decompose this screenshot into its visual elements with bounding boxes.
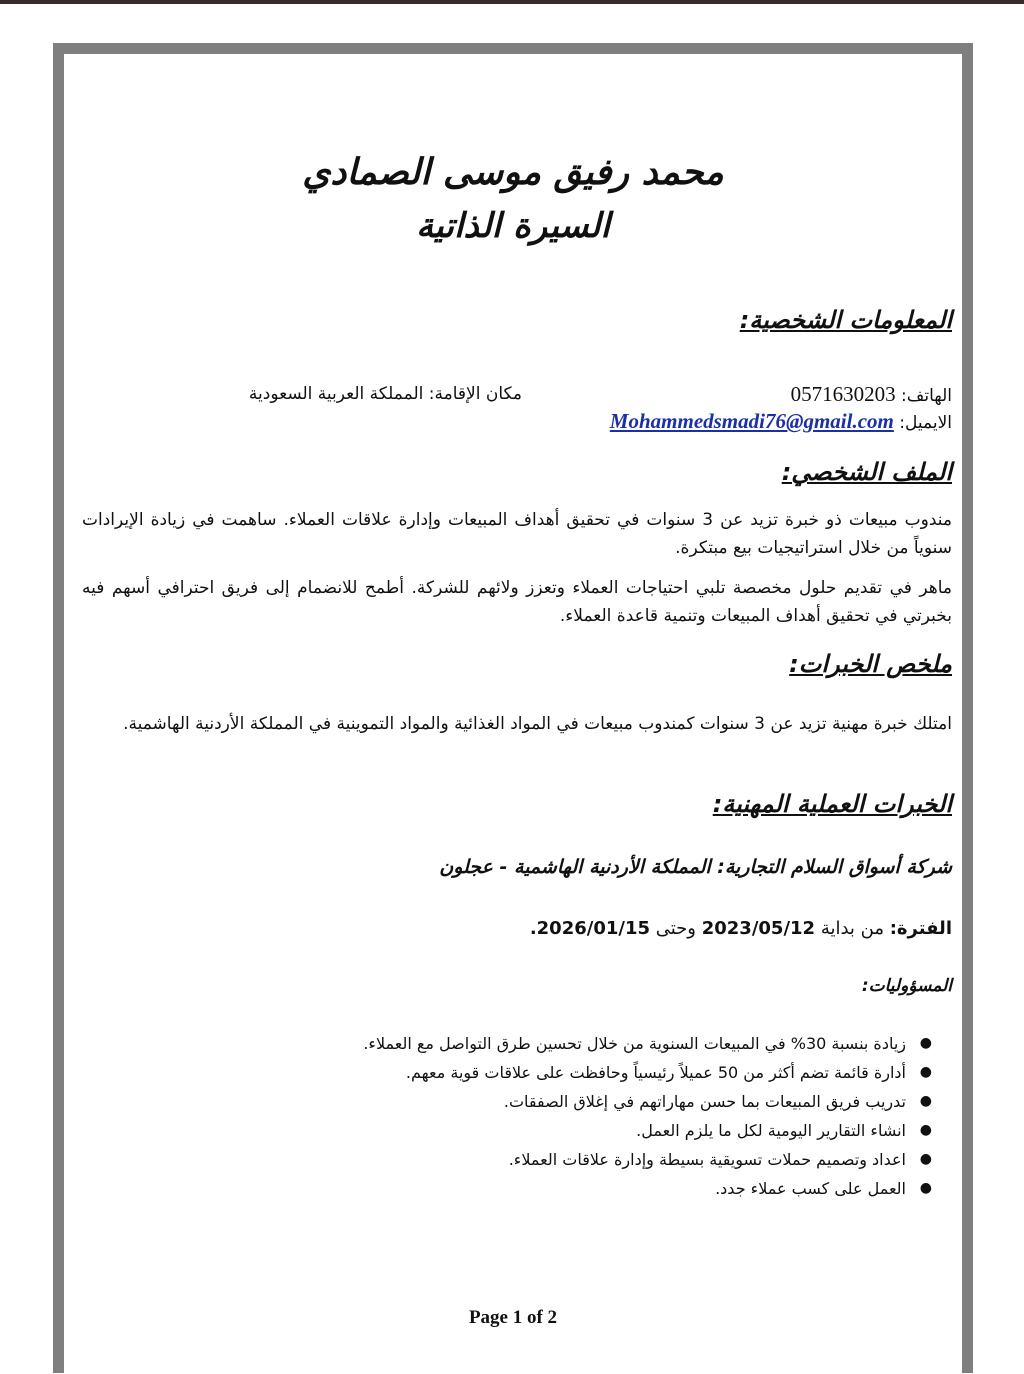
list-item: ● انشاء التقارير اليومية لكل ما يلزم العمل.: [206, 1116, 906, 1145]
email-line: [610, 409, 952, 434]
list-item: ● تدريب فريق المبيعات بما حسن مهاراتهم في إغلاق الصفقات.: [206, 1087, 906, 1116]
residence-value: المملكة العربية السعودية: [248, 384, 424, 404]
bullet-icon: ●: [919, 1151, 932, 1167]
top-bar: [0, 0, 1024, 4]
candidate-name: محمد رفيق موسى الصمادي: [302, 152, 724, 193]
profile-heading: الملف الشخصي:: [781, 458, 952, 486]
period-end: 2026/01/15.: [529, 918, 650, 939]
responsibilities-label: المسؤوليات:: [861, 976, 952, 996]
work-experience-heading: الخبرات العملية المهنية:: [712, 790, 952, 818]
list-item: ● اعداد وتصميم حملات تسويقية بسيطة وإدارة علاقات العملاء.: [206, 1145, 906, 1174]
residence-line: [249, 384, 522, 404]
period-to-text: وحتى: [655, 918, 696, 939]
bullet-icon: ●: [919, 1122, 932, 1138]
list-item: ● العمل على كسب عملاء جدد.: [206, 1174, 906, 1203]
company-name: شركة أسواق السلام التجارية: المملكة الأردنية الهاشمية - عجلون: [439, 856, 952, 878]
bullet-icon: ●: [919, 1180, 932, 1196]
responsibilities-list: [206, 1029, 932, 1203]
profile-paragraph-2: ماهر في تقديم حلول مخصصة تلبي احتياجات العملاء وتعزز ولائهم للشركة. أطمح للانضمام إلى فريق احترافي أسهم فيه بخبرتي في تحقيق أهداف المبيعات وتنمية قاعدة العملاء.: [82, 578, 952, 626]
residence-label: مكان الإقامة:: [428, 384, 522, 404]
bullet-icon: ●: [919, 1093, 932, 1109]
email-label: الايميل:: [899, 413, 952, 433]
period-line: [530, 918, 952, 939]
list-item: ● أدارة قائمة تضم أكثر من 50 عميلاً رئيسياً وحافظت على علاقات قوية معهم.: [206, 1058, 906, 1087]
phone-label: الهاتف:: [901, 386, 952, 406]
bullet-icon: ●: [919, 1064, 932, 1080]
personal-info-heading: المعلومات الشخصية:: [739, 306, 952, 334]
phone-line: [791, 382, 952, 407]
profile-paragraph-1: مندوب مبيعات ذو خبرة تزيد عن 3 سنوات في تحقيق أهداف المبيعات وإدارة علاقات العملاء. ساهمت في زيادة الإيرادات سنوياً من خلال استراتيجيات بيع مبتكرة.: [82, 510, 952, 558]
period-label: الفترة:: [889, 918, 952, 939]
phone-value: 0571630203: [790, 382, 896, 406]
bullet-icon: ●: [919, 1035, 932, 1051]
list-item: ● زيادة بنسبة 30% في المبيعات السنوية من خلال تحسين طرق التواصل مع العملاء.: [206, 1029, 906, 1058]
period-start: 2023/05/12: [701, 918, 816, 939]
period-from-text: من بداية: [820, 918, 884, 939]
email-link[interactable]: Mohammedsmadi76@gmail.com: [609, 409, 894, 433]
document-title: السيرة الذاتية: [416, 206, 610, 246]
experience-summary-heading: ملخص الخبرات:: [789, 650, 952, 678]
experience-summary-paragraph: امتلك خبرة مهنية تزيد عن 3 سنوات كمندوب مبيعات في المواد الغذائية والمواد التموينية في المملكة الأردنية الهاشمية.: [123, 714, 952, 734]
resume-page: [64, 54, 962, 1374]
page-number: Page 1 of 2: [468, 1307, 558, 1328]
